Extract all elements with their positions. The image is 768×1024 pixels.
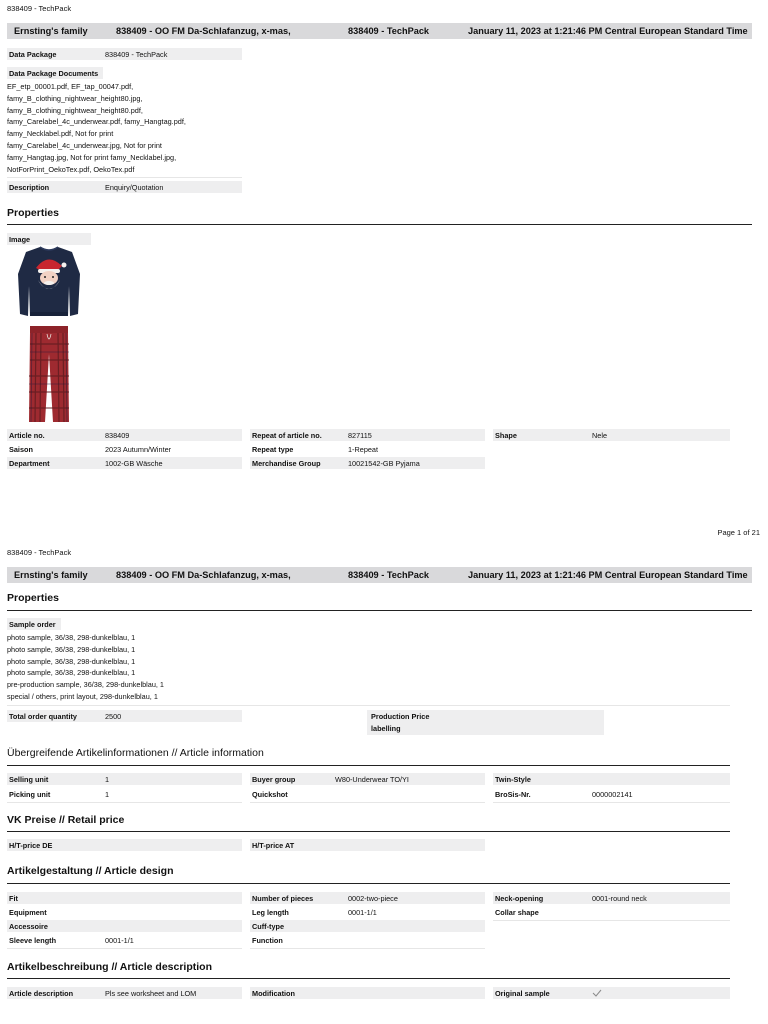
- document-line[interactable]: EF_etp_00001.pdf, EF_tap_00047.pdf,: [7, 82, 134, 91]
- description-title: Artikelbeschreibung // Article description: [7, 961, 212, 973]
- divider: [7, 948, 242, 949]
- data-package-label: Data Package: [9, 50, 57, 59]
- header-package: 838409 - TechPack: [348, 570, 430, 580]
- article-no-value: 838409: [105, 431, 130, 440]
- leg-label: Leg length: [252, 908, 289, 917]
- trousers-illustration: [29, 326, 69, 422]
- repeat-label: Repeat of article no.: [252, 431, 322, 440]
- saison-value: 2023 Autumn/Winter: [105, 445, 172, 454]
- sample-order-line: photo sample, 36/38, 298-dunkelblau, 1: [7, 644, 136, 654]
- properties-underline: [7, 610, 752, 611]
- sample-order-list: [7, 632, 164, 703]
- header-article: 838409 - OO FM Da-Schlafanzug, x-mas,: [116, 570, 291, 580]
- document-title: 838409 - TechPack: [7, 4, 72, 13]
- properties-title: Properties: [7, 207, 59, 219]
- picking-unit-label: Picking unit: [9, 790, 51, 799]
- page-header: [7, 567, 752, 583]
- equipment-label: Equipment: [9, 908, 47, 917]
- properties-underline: [7, 224, 752, 225]
- divider: [250, 948, 485, 949]
- header-datetime: January 11, 2023 at 1:21:46 PM Central European Standard Time: [468, 26, 748, 36]
- merch-label: Merchandise Group: [252, 459, 321, 468]
- description-label: Description: [9, 183, 50, 192]
- buyer-group-value: W80-Underwear TO/YI: [335, 775, 409, 784]
- repeat-type-value: 1-Repeat: [348, 445, 379, 454]
- ht-at-label: H/T-price AT: [252, 841, 295, 850]
- image-label: Image: [9, 235, 31, 244]
- properties-title: Properties: [7, 592, 59, 604]
- cuff-label: Cuff-type: [252, 922, 285, 931]
- selling-unit-label: Selling unit: [9, 775, 49, 784]
- documents-list: [7, 81, 186, 175]
- sample-order-line: photo sample, 36/38, 298-dunkelblau, 1: [7, 656, 136, 666]
- function-label: Function: [252, 936, 283, 945]
- quickshot-label: Quickshot: [252, 790, 288, 799]
- sample-order-line: photo sample, 36/38, 298-dunkelblau, 1: [7, 633, 136, 642]
- fit-label: Fit: [9, 894, 18, 903]
- document-line[interactable]: NotForPrint_OekoTex.pdf, OekoTex.pdf: [7, 164, 135, 174]
- accessoire-label: Accessoire: [9, 922, 48, 931]
- header-package: 838409 - TechPack: [348, 26, 430, 36]
- ht-de-label: H/T-price DE: [9, 841, 53, 850]
- document-line[interactable]: famy_Carelabel_4c_underwear.pdf, famy_Hangtag.pdf,: [7, 117, 186, 127]
- total-qty-value: 2500: [105, 712, 122, 721]
- saison-label: Saison: [9, 445, 33, 454]
- pieces-label: Number of pieces: [252, 894, 314, 903]
- cuff-row: [250, 920, 485, 932]
- document-line[interactable]: famy_Carelabel_4c_underwear.jpg, Not for print: [7, 140, 162, 150]
- shape-label: Shape: [495, 431, 517, 440]
- twin-style-label: Twin-Style: [495, 775, 531, 784]
- collar-label: Collar shape: [495, 908, 539, 917]
- merch-value: 10021542-GB Pyjama: [348, 459, 420, 468]
- leg-value: 0001-1/1: [348, 908, 377, 917]
- description-value: Enquiry/Quotation: [105, 183, 164, 192]
- neck-label: Neck-opening: [495, 894, 544, 903]
- product-image[interactable]: [14, 244, 84, 426]
- selling-unit-value: 1: [105, 775, 110, 784]
- retail-title: VK Preise // Retail price: [7, 814, 125, 826]
- repeat-type-label: Repeat type: [252, 445, 294, 454]
- divider: [493, 920, 730, 921]
- page-header: [7, 23, 752, 39]
- neck-value: 0001-round neck: [592, 894, 647, 903]
- documents-label: Data Package Documents: [9, 69, 99, 78]
- article-info-title: Übergreifende Artikelinformationen // Article information: [7, 747, 264, 759]
- header-datetime: January 11, 2023 at 1:21:46 PM Central European Standard Time: [468, 570, 748, 580]
- description-underline: [7, 978, 730, 979]
- data-package-value: 838409 - TechPack: [105, 50, 168, 59]
- article-desc-label: Article description: [9, 989, 74, 998]
- sweater-illustration: [18, 247, 80, 316]
- department-label: Department: [9, 459, 50, 468]
- sample-order-line: pre-production sample, 36/38, 298-dunkelblau, 1: [7, 680, 164, 690]
- picking-unit-value: 1: [105, 790, 110, 799]
- sample-order-line: special / others, print layout, 298-dunkelblau, 1: [7, 691, 158, 701]
- header-company: Ernsting's family: [14, 26, 88, 36]
- header-company: Ernsting's family: [14, 570, 88, 580]
- divider: [493, 802, 730, 803]
- checkmark-icon: [592, 989, 602, 997]
- document-title: 838409 - TechPack: [7, 548, 72, 557]
- sample-order-label: Sample order: [9, 620, 56, 629]
- fit-row: [7, 892, 242, 904]
- page-count: Page 1 of 21: [717, 528, 760, 537]
- sleeve-label: Sleeve length: [9, 936, 57, 945]
- document-line[interactable]: famy_Necklabel.pdf, Not for print: [7, 129, 114, 139]
- article-info-underline: [7, 765, 730, 766]
- prod-price-label: Production Price: [371, 712, 430, 721]
- sample-order-line: photo sample, 36/38, 298-dunkelblau, 1: [7, 668, 136, 678]
- article-desc-value: Pls see worksheet and LOM: [105, 989, 197, 998]
- header-article: 838409 - OO FM Da-Schlafanzug, x-mas,: [116, 26, 291, 36]
- design-title: Artikelgestaltung // Article design: [7, 865, 174, 877]
- department-value: 1002-GB Wäsche: [105, 459, 163, 468]
- total-qty-label: Total order quantity: [9, 712, 77, 721]
- design-underline: [7, 883, 730, 884]
- retail-underline: [7, 831, 730, 832]
- original-sample-label: Original sample: [495, 989, 550, 998]
- article-no-label: Article no.: [9, 431, 45, 440]
- prod-price-label-line2: labelling: [371, 724, 401, 733]
- repeat-value: 827115: [348, 431, 372, 440]
- divider: [250, 802, 485, 803]
- brosis-value: 0000002141: [592, 790, 633, 799]
- buyer-group-label: Buyer group: [252, 775, 296, 784]
- divider: [7, 802, 242, 803]
- document-line[interactable]: famy_B_clothing_nightwear_height80.pdf,: [7, 105, 143, 115]
- document-line[interactable]: famy_Hangtag.jpg, Not for print famy_Necklabel.jpg,: [7, 152, 177, 162]
- divider: [7, 177, 242, 178]
- divider: [7, 705, 730, 706]
- shape-value: Nele: [592, 431, 608, 440]
- shape-row: [493, 429, 730, 441]
- pieces-value: 0002-two-piece: [348, 894, 398, 903]
- brosis-label: BroSis-Nr.: [495, 790, 531, 799]
- modification-label: Modification: [252, 989, 295, 998]
- document-line[interactable]: famy_B_clothing_nightwear_height80.jpg,: [7, 93, 143, 103]
- sleeve-value: 0001-1/1: [105, 936, 134, 945]
